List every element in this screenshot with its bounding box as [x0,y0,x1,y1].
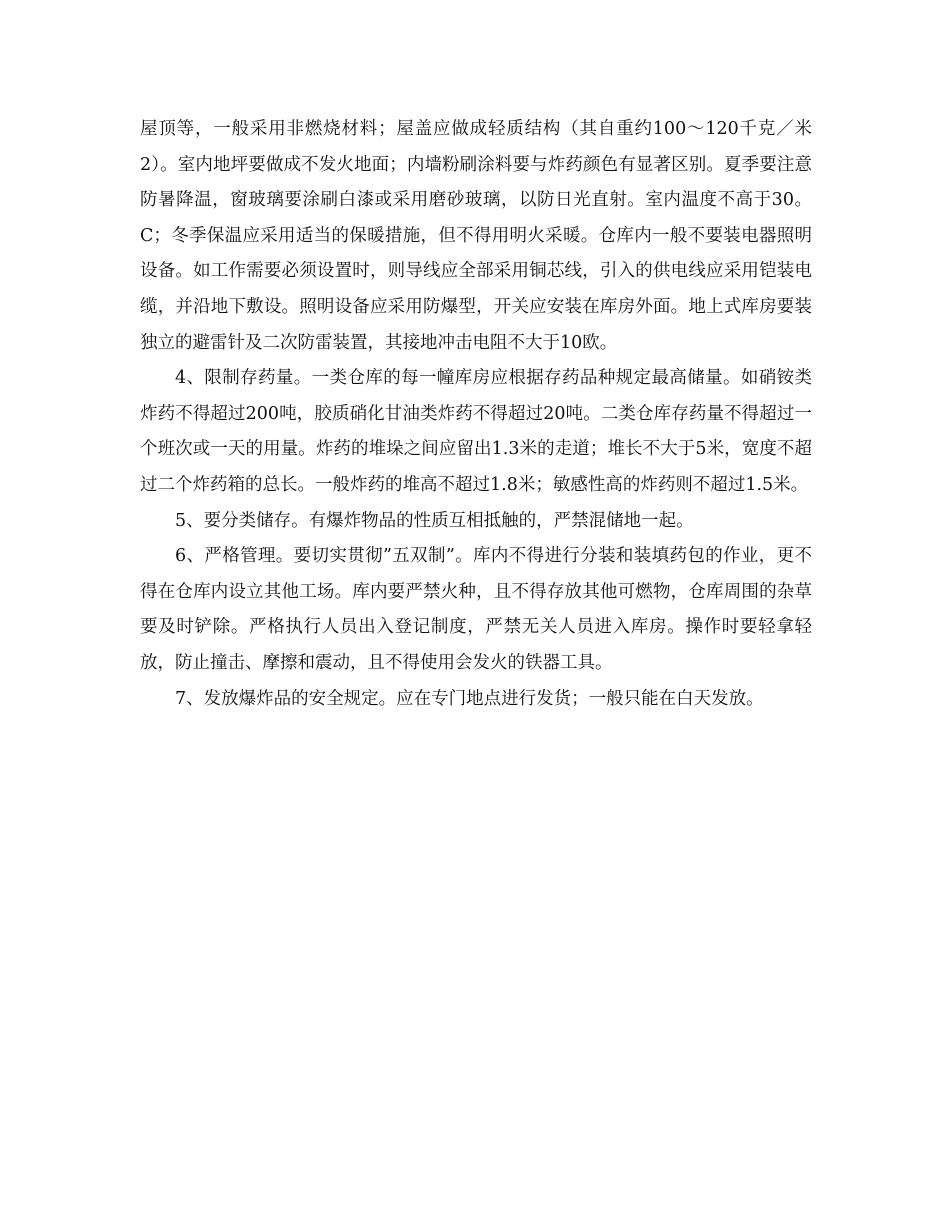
document-body [140,112,812,717]
paragraph-building-requirements: 屋顶等，一般采用非燃烧材料；屋盖应做成轻质结构（其自重约100～120千克／米2）。室内地坪要做成不发火地面；内墙粉刷涂料要与炸药颜色有显著区别。夏季要注意防暑降温，窗玻璃要涂刷白漆或采用磨砂玻璃，以防日光直射。室内温度不高于30。C；冬季保温应采用适当的保暖措施，但不得用明火采暖。仓库内一般不要装电器照明设备。如工作需要必须设置时，则导线应全部采用铜芯线，引入的供电线应采用铠装电缆，并沿地下敷设。照明设备应采用防爆型，开关应安装在库房外面。地上式库房要装独立的避雷针及二次防雷装置，其接地冲击电阻不大于10欧。 [140,119,812,353]
paragraph-storage-limit: 4、限制存药量。一类仓库的每一幢库房应根据存药品种规定最高储量。如硝铵类炸药不得超过200吨，胶质硝化甘油类炸药不得超过20吨。二类仓库存药量不得超过一个班次或一天的用量。炸药的堆垛之间应留出1.3米的走道；堆长不大于5米，宽度不超过二个炸药箱的总长。一般炸药的堆高不超过1.8米；敏感性高的炸药则不超过1.5米。 [140,368,812,495]
paragraph-classified-storage: 5、要分类储存。有爆炸物品的性质互相抵触的，严禁混储地一起。 [175,510,694,531]
paragraph-strict-management: 6、严格管理。要切实贯彻”五双制”。库内不得进行分装和装填药包的作业，更不得在仓库内设立其他工场。库内要严禁火种，且不得存放其他可燃物，仓库周围的杂草要及时铲除。严格执行人员出入登记制度，严禁无关人员进入库房。操作时要轻拿轻放，防止撞击、摩擦和震动，且不得使用会发火的铁器工具。 [140,546,812,673]
paragraph-issuing-rules: 7、发放爆炸品的安全规定。应在专门地点进行发货；一般只能在白天发放。 [175,688,764,709]
